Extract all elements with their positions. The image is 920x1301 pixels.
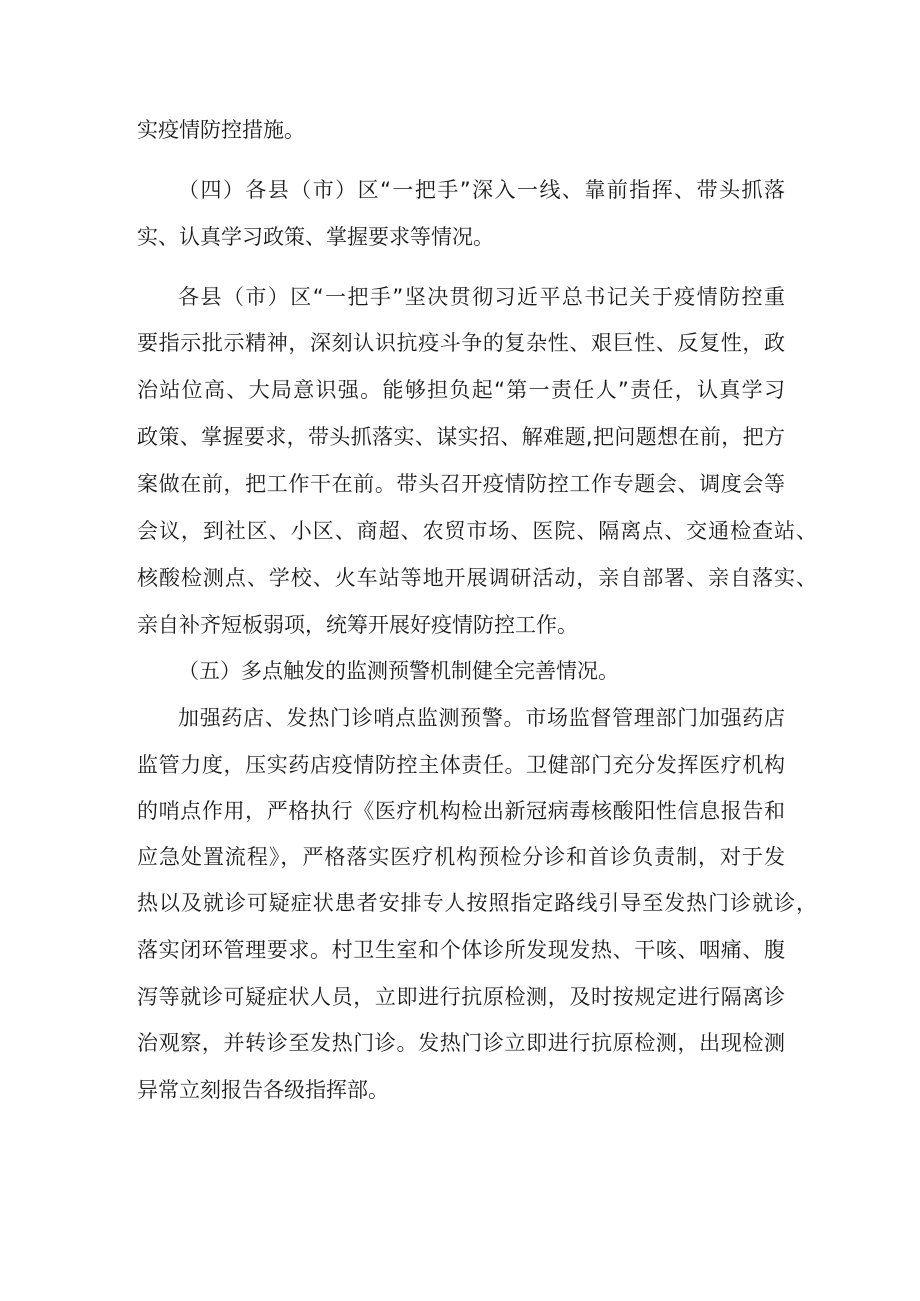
text-line: 政策、掌握要求，带头抓落实、谋实招、解难题,把问题想在前，把方	[137, 425, 785, 449]
text-line: 监管力度，压实药店疫情防控主体责任。卫健部门充分发挥医疗机构	[137, 753, 785, 777]
text-line: （四）各县（市）区“一把手”深入一线、靠前指挥、带头抓落	[178, 178, 785, 202]
text-line: 治站位高、大局意识强。能够担负起“第一责任人”责任，认真学习	[137, 378, 785, 402]
text-line: 泻等就诊可疑症状人员，立即进行抗原检测，及时按规定进行隔离诊	[137, 985, 785, 1009]
text-line: 落实闭环管理要求。村卫生室和个体诊所发现发热、干咳、咽痛、腹	[137, 938, 785, 962]
text-line: 案做在前，把工作干在前。带头召开疫情防控工作专题会、调度会等	[137, 472, 785, 496]
text-line: 热以及就诊可疑症状患者安排专人按照指定路线引导至发热门诊就诊，	[137, 891, 817, 915]
text-line: 应急处置流程》，严格落实医疗机构预检分诊和首诊负责制，对于发	[137, 845, 785, 869]
text-line: 亲自补齐短板弱项，统筹开展好疫情防控工作。	[137, 613, 578, 637]
text-line: 加强药店、发热门诊哨点监测预警。市场监督管理部门加强药店	[178, 706, 785, 730]
text-line: 异常立刻报告各级指挥部。	[137, 1078, 389, 1102]
text-line: 核酸检测点、学校、火车站等地开展调研活动，亲自部署、亲自落实、	[137, 566, 817, 590]
text-line: 的哨点作用，严格执行《医疗机构检出新冠病毒核酸阳性信息报告和	[137, 799, 785, 823]
text-line: 治观察，并转诊至发热门诊。发热门诊立即进行抗原检测，出现检测	[137, 1031, 785, 1055]
text-line: 要指示批示精神，深刻认识抗疫斗争的复杂性、艰巨性、反复性，政	[137, 331, 785, 355]
text-line: 实疫情防控措施。	[137, 118, 305, 142]
text-line: 各县（市）区“一把手”坚决贯彻习近平总书记关于疫情防控重	[178, 285, 785, 309]
text-line: 实、认真学习政策、掌握要求等情况。	[137, 225, 494, 249]
text-line: 会议，到社区、小区、商超、农贸市场、医院、隔离点、交通检查站、	[137, 519, 817, 543]
text-line: （五）多点触发的监测预警机制健全完善情况。	[178, 659, 619, 683]
